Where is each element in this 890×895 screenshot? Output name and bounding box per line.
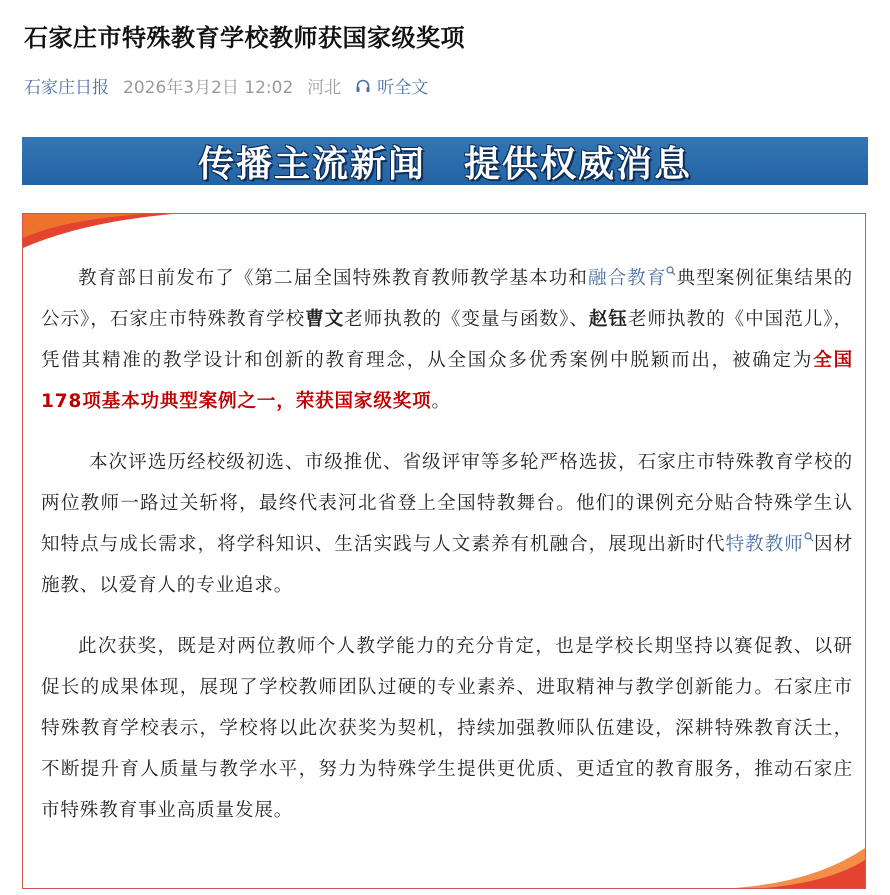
article-frame: [22, 213, 866, 889]
search-hint-icon: [666, 266, 676, 276]
p1-text-a: 教育部日前发布了《第二届全国特殊教育教师教学基本功和: [78, 268, 588, 289]
paragraph-1: [41, 258, 853, 422]
p1-text-c: 老师执教的《变量与函数》、: [344, 309, 589, 330]
teacher-name-1: 曹文: [305, 309, 345, 330]
p2-link-text: 特教教师: [725, 534, 804, 555]
topic-link-inclusive-education[interactable]: [588, 268, 676, 289]
p1-text-b: 典型案例征集结果的公示》，石家庄市特殊教育学校: [41, 268, 854, 330]
teacher-name-2: 赵钰: [588, 309, 628, 330]
paragraph-3: 此次获奖，既是对两位教师个人教学能力的充分肯定，也是学校长期坚持以赛促教、以研促长的成果体现，展现了学校教师团队过硬的专业素养、进取精神与教学创新能力。石家庄市特殊教育学校表示，学校将以此次获奖为契机，持续加强教师队伍建设，深耕特殊教育沃土，不断提升育人质量与教学水平，努力为特殊学生提供更优质、更适宜的教育服务，推动石家庄市特殊教育事业高质量发展。: [41, 636, 853, 821]
p1-text-e: 。: [431, 391, 451, 412]
p1-text-d: 老师执教的《中国范儿》，凭借其精准的教学设计和创新的教育理念，从全国众多优秀案例中脱颖而出，被确定为: [41, 309, 853, 371]
award-highlight: 全国178项基本功典型案例之一，荣获国家级奖项: [41, 350, 853, 412]
banner-text: 传播主流新闻 提供权威消息: [197, 142, 692, 185]
article-title: 石家庄市特殊教育学校教师获国家级奖项: [24, 24, 465, 52]
listen-label: 听全文: [377, 78, 429, 98]
p1-link-text: 融合教育: [588, 268, 667, 289]
source-link[interactable]: 石家庄日报: [24, 78, 109, 98]
article-meta: [24, 73, 428, 98]
listen-button[interactable]: [355, 73, 428, 98]
paragraph-2: [41, 442, 853, 606]
p2-text-b: 因材施教、以爱育人的专业追求。: [41, 534, 853, 596]
slogan-banner: [22, 137, 868, 185]
p2-text-a: 本次评选历经校级初选、市级推优、省级评审等多轮严格选拔，石家庄市特殊教育学校的两位教师一路过关斩将，最终代表河北省登上全国特教舞台。他们的课例充分贴合特殊学生认知特点与成长需求，将学科知识、生活实践与人文素养有机融合，展现出新时代: [41, 452, 853, 555]
region-label: 河北: [307, 78, 342, 98]
topic-link-special-ed-teacher[interactable]: [726, 534, 814, 555]
search-hint-icon: [804, 532, 814, 542]
publish-date: 2026年3月2日 12:02: [123, 78, 294, 98]
headphone-icon: [355, 78, 371, 94]
article-body: [41, 258, 853, 851]
